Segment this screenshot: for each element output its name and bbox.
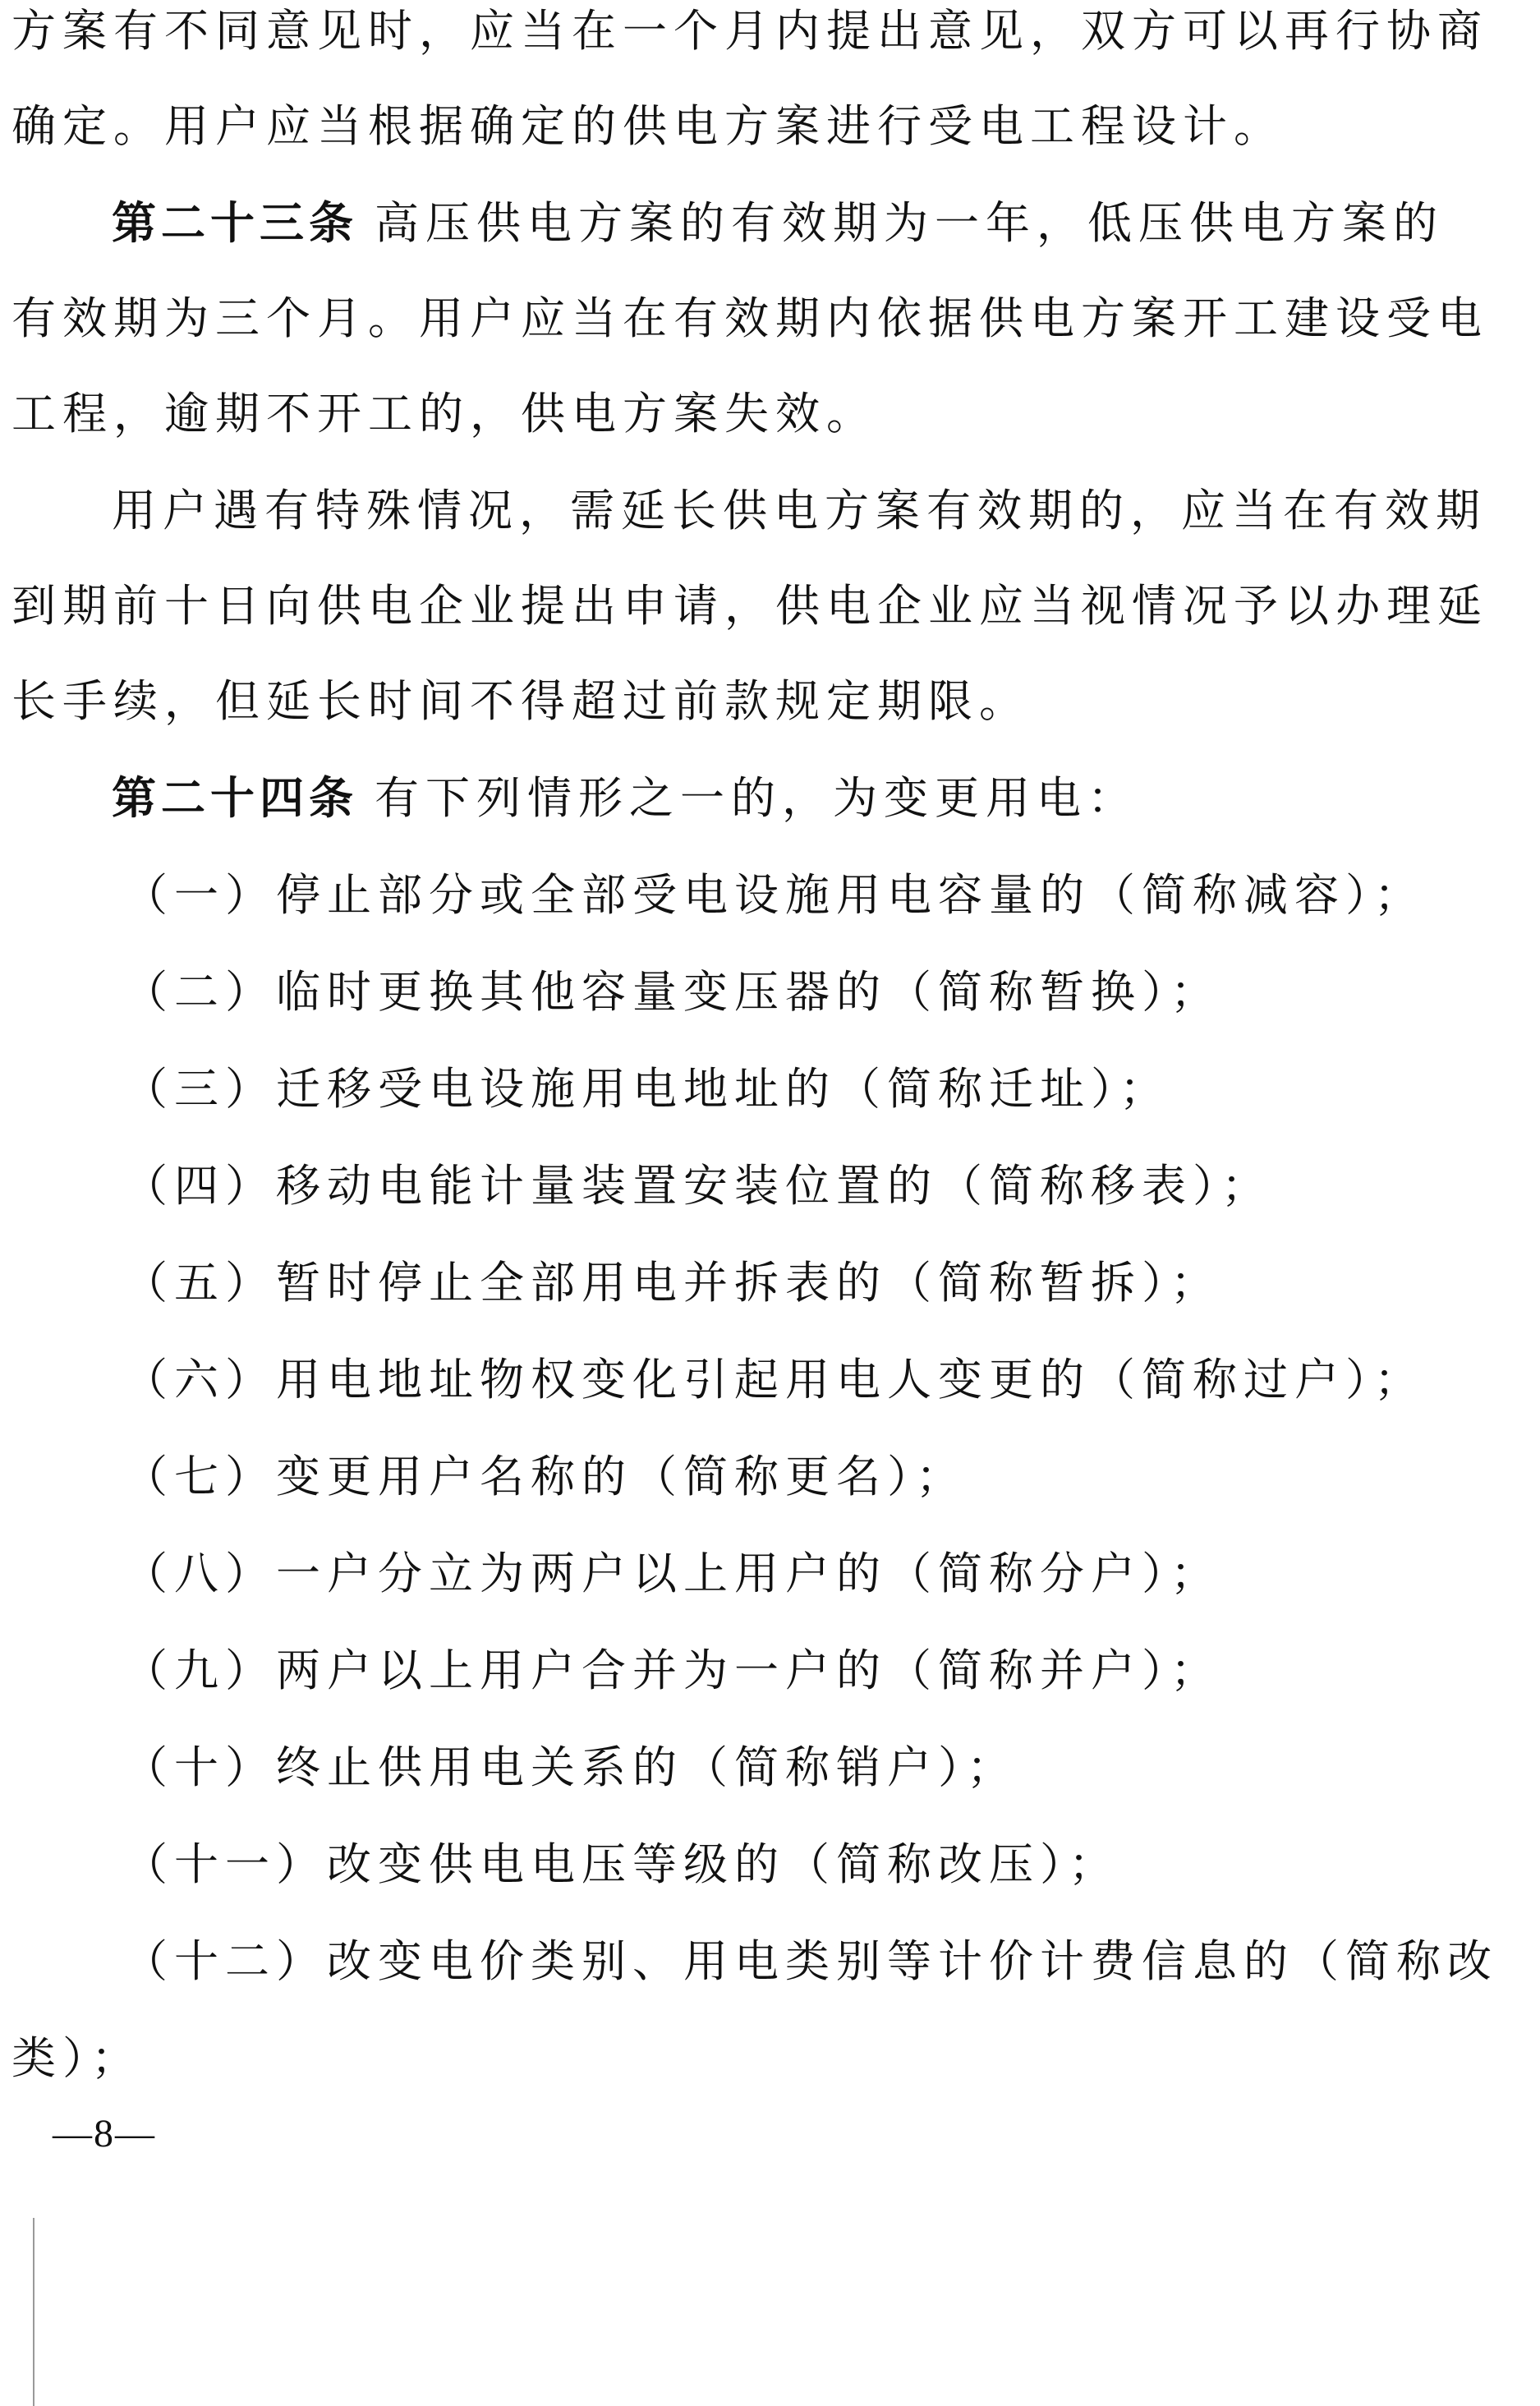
list-item: （四）移动电能计量装置安装位置的（简称移表）； bbox=[123, 1160, 1272, 1212]
body-line: 工程，逾期不开工的，供电方案失效。 bbox=[11, 388, 877, 439]
body-line: 有效期为三个月。用户应当在有效期内依据供电方案开工建设受电 bbox=[11, 292, 1488, 344]
body-line: 到期前十日向供电企业提出申请，供电企业应当视情况予以办理延 bbox=[11, 580, 1488, 632]
body-line: 方案有不同意见时，应当在一个月内提出意见，双方可以再行协商 bbox=[11, 5, 1488, 57]
body-line: 长手续，但延长时间不得超过前款规定期限。 bbox=[11, 675, 1030, 727]
article-23-line bbox=[112, 194, 1540, 253]
list-item-continuation: 类）； bbox=[11, 2032, 142, 2084]
body-line: 用户遇有特殊情况，需延长供电方案有效期的，应当在有效期 bbox=[112, 485, 1487, 536]
article-23-label: 第二十三条 bbox=[112, 197, 358, 249]
list-item: （十二）改变电价类别、用电类别等计价计费信息的（简称改 bbox=[123, 1935, 1498, 1987]
list-item: （九）两户以上用户合并为一户的（简称并户）； bbox=[123, 1645, 1221, 1696]
margin-rule bbox=[33, 2218, 34, 2406]
article-24-intro: 有下列情形之一的，为变更用电： bbox=[375, 772, 1138, 824]
list-item: （八）一户分立为两户以上用户的（简称分户）； bbox=[123, 1548, 1221, 1599]
list-item: （七）变更用户名称的（简称更名）； bbox=[123, 1451, 967, 1502]
body-line: 高压供电方案的有效期为一年，低压供电方案的 bbox=[375, 197, 1444, 249]
list-item: （十）终止供用电关系的（简称销户）； bbox=[123, 1741, 1018, 1793]
list-item: （一）停止部分或全部受电设施用电容量的（简称减容）； bbox=[123, 869, 1425, 921]
list-item: （三）迁移受电设施用电地址的（简称迁址）； bbox=[123, 1063, 1170, 1115]
article-24-line bbox=[112, 769, 1540, 828]
page-number: —8— bbox=[53, 2112, 156, 2155]
body-line: 确定。用户应当根据确定的供电方案进行受电工程设计。 bbox=[11, 100, 1285, 152]
list-item: （五）暂时停止全部用电并拆表的（简称暂拆）； bbox=[123, 1257, 1221, 1309]
article-24-label: 第二十四条 bbox=[112, 772, 358, 824]
list-item: （二）临时更换其他容量变压器的（简称暂换）； bbox=[123, 966, 1221, 1018]
list-item: （十一）改变供电电压等级的（简称改压）； bbox=[123, 1838, 1119, 1890]
list-item: （六）用电地址物权变化引起用电人变更的（简称过户）； bbox=[123, 1354, 1425, 1405]
